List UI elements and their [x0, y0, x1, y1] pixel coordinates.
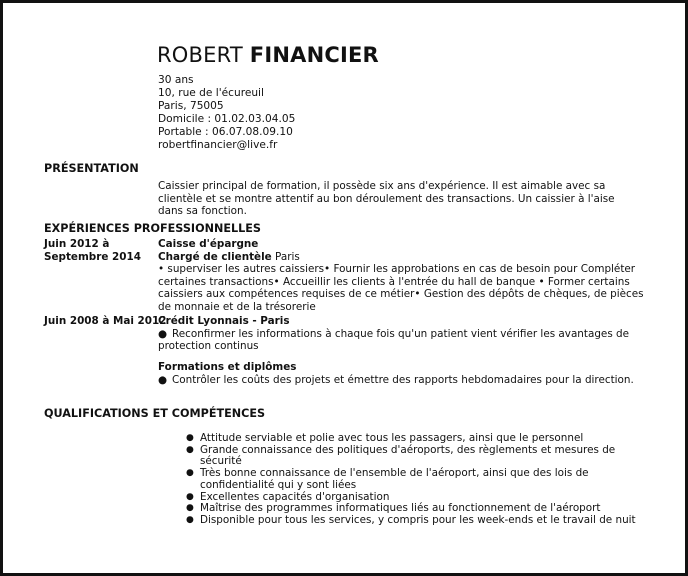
list-item: ● Disponible pour tous les services, y compris pour les week-ends et le travail de nuit — [186, 515, 636, 527]
presentation-title: PRÉSENTATION — [44, 162, 139, 175]
qualifications-title: QUALIFICATIONS ET COMPÉTENCES — [44, 407, 266, 420]
list-item: ● Excellentes capacités d'organisation — [186, 492, 636, 504]
age: 30 ans — [158, 74, 194, 86]
contact-block — [158, 74, 295, 152]
qualifications-list — [186, 433, 636, 527]
home-phone: Domicile : 01.02.03.04.05 — [158, 113, 296, 125]
job-location: Paris — [275, 250, 300, 263]
job-role — [158, 251, 648, 264]
job-company: Crédit Lyonnais - Paris — [158, 315, 290, 327]
email: robertfinancier@live.fr — [158, 139, 278, 151]
job-role-title: Chargé de clientèle — [158, 250, 272, 263]
formations-entry — [158, 361, 648, 386]
candidate-name — [157, 43, 379, 67]
list-item: ● Attitude serviable et polie avec tous les passagers, ainsi que le personnel — [186, 433, 636, 445]
list-item: ● Maîtrise des programmes informatiques liés au fonctionnement de l'aéroport — [186, 503, 636, 515]
job-description: • superviser les autres caissiers• Fournir les approbations en cas de besoin pour Compléter certaines transactions• Accueillir les clients à l'entrée du hall de banque • Former certains caissiers aux compétences requises de ce métier• Gestion des dépôts de chèques, de pièces de monnaie et de la trésorerie — [158, 263, 644, 313]
experience-title: EXPÉRIENCES PROFESSIONNELLES — [44, 222, 261, 235]
job-company: Caisse d'épargne — [158, 238, 259, 250]
last-name: FINANCIER — [249, 43, 379, 67]
job-entry — [158, 315, 648, 353]
mobile-phone: Portable : 06.07.08.09.10 — [158, 126, 293, 138]
first-name: ROBERT — [157, 43, 243, 67]
address-city: Paris, 75005 — [158, 100, 224, 112]
job-date: Juin 2012 à Septembre 2014 — [44, 238, 141, 263]
list-item: ● Grande connaissance des politiques d'aéroports, des règlements et mesures de sécurité — [186, 445, 636, 468]
job-description: ● Reconfirmer les informations à chaque fois qu'un patient vient vérifier les avantages de protection continus — [158, 327, 630, 352]
job-date: Juin 2008 à Mai 2012 — [44, 315, 167, 327]
formations-description: ● Contrôler les coûts des projets et émettre des rapports hebdomadaires pour la direction. — [158, 373, 634, 386]
address-street: 10, rue de l'écureuil — [158, 87, 264, 99]
list-item: ● Très bonne connaissance de l'ensemble de l'aéroport, ainsi que des lois de confidentialité qui y sont liées — [186, 468, 636, 491]
job-entry — [158, 238, 648, 313]
bullet-icon: ● — [158, 373, 168, 386]
bullet-icon: ● — [158, 327, 168, 340]
presentation-text: Caissier principal de formation, il possède six ans d'expérience. Il est aimable avec sa clientèle et se montre attentif au bon déroulement des transactions. Un caissier à l'aise dans sa fonction. — [158, 180, 615, 217]
formations-title: Formations et diplômes — [158, 361, 297, 373]
